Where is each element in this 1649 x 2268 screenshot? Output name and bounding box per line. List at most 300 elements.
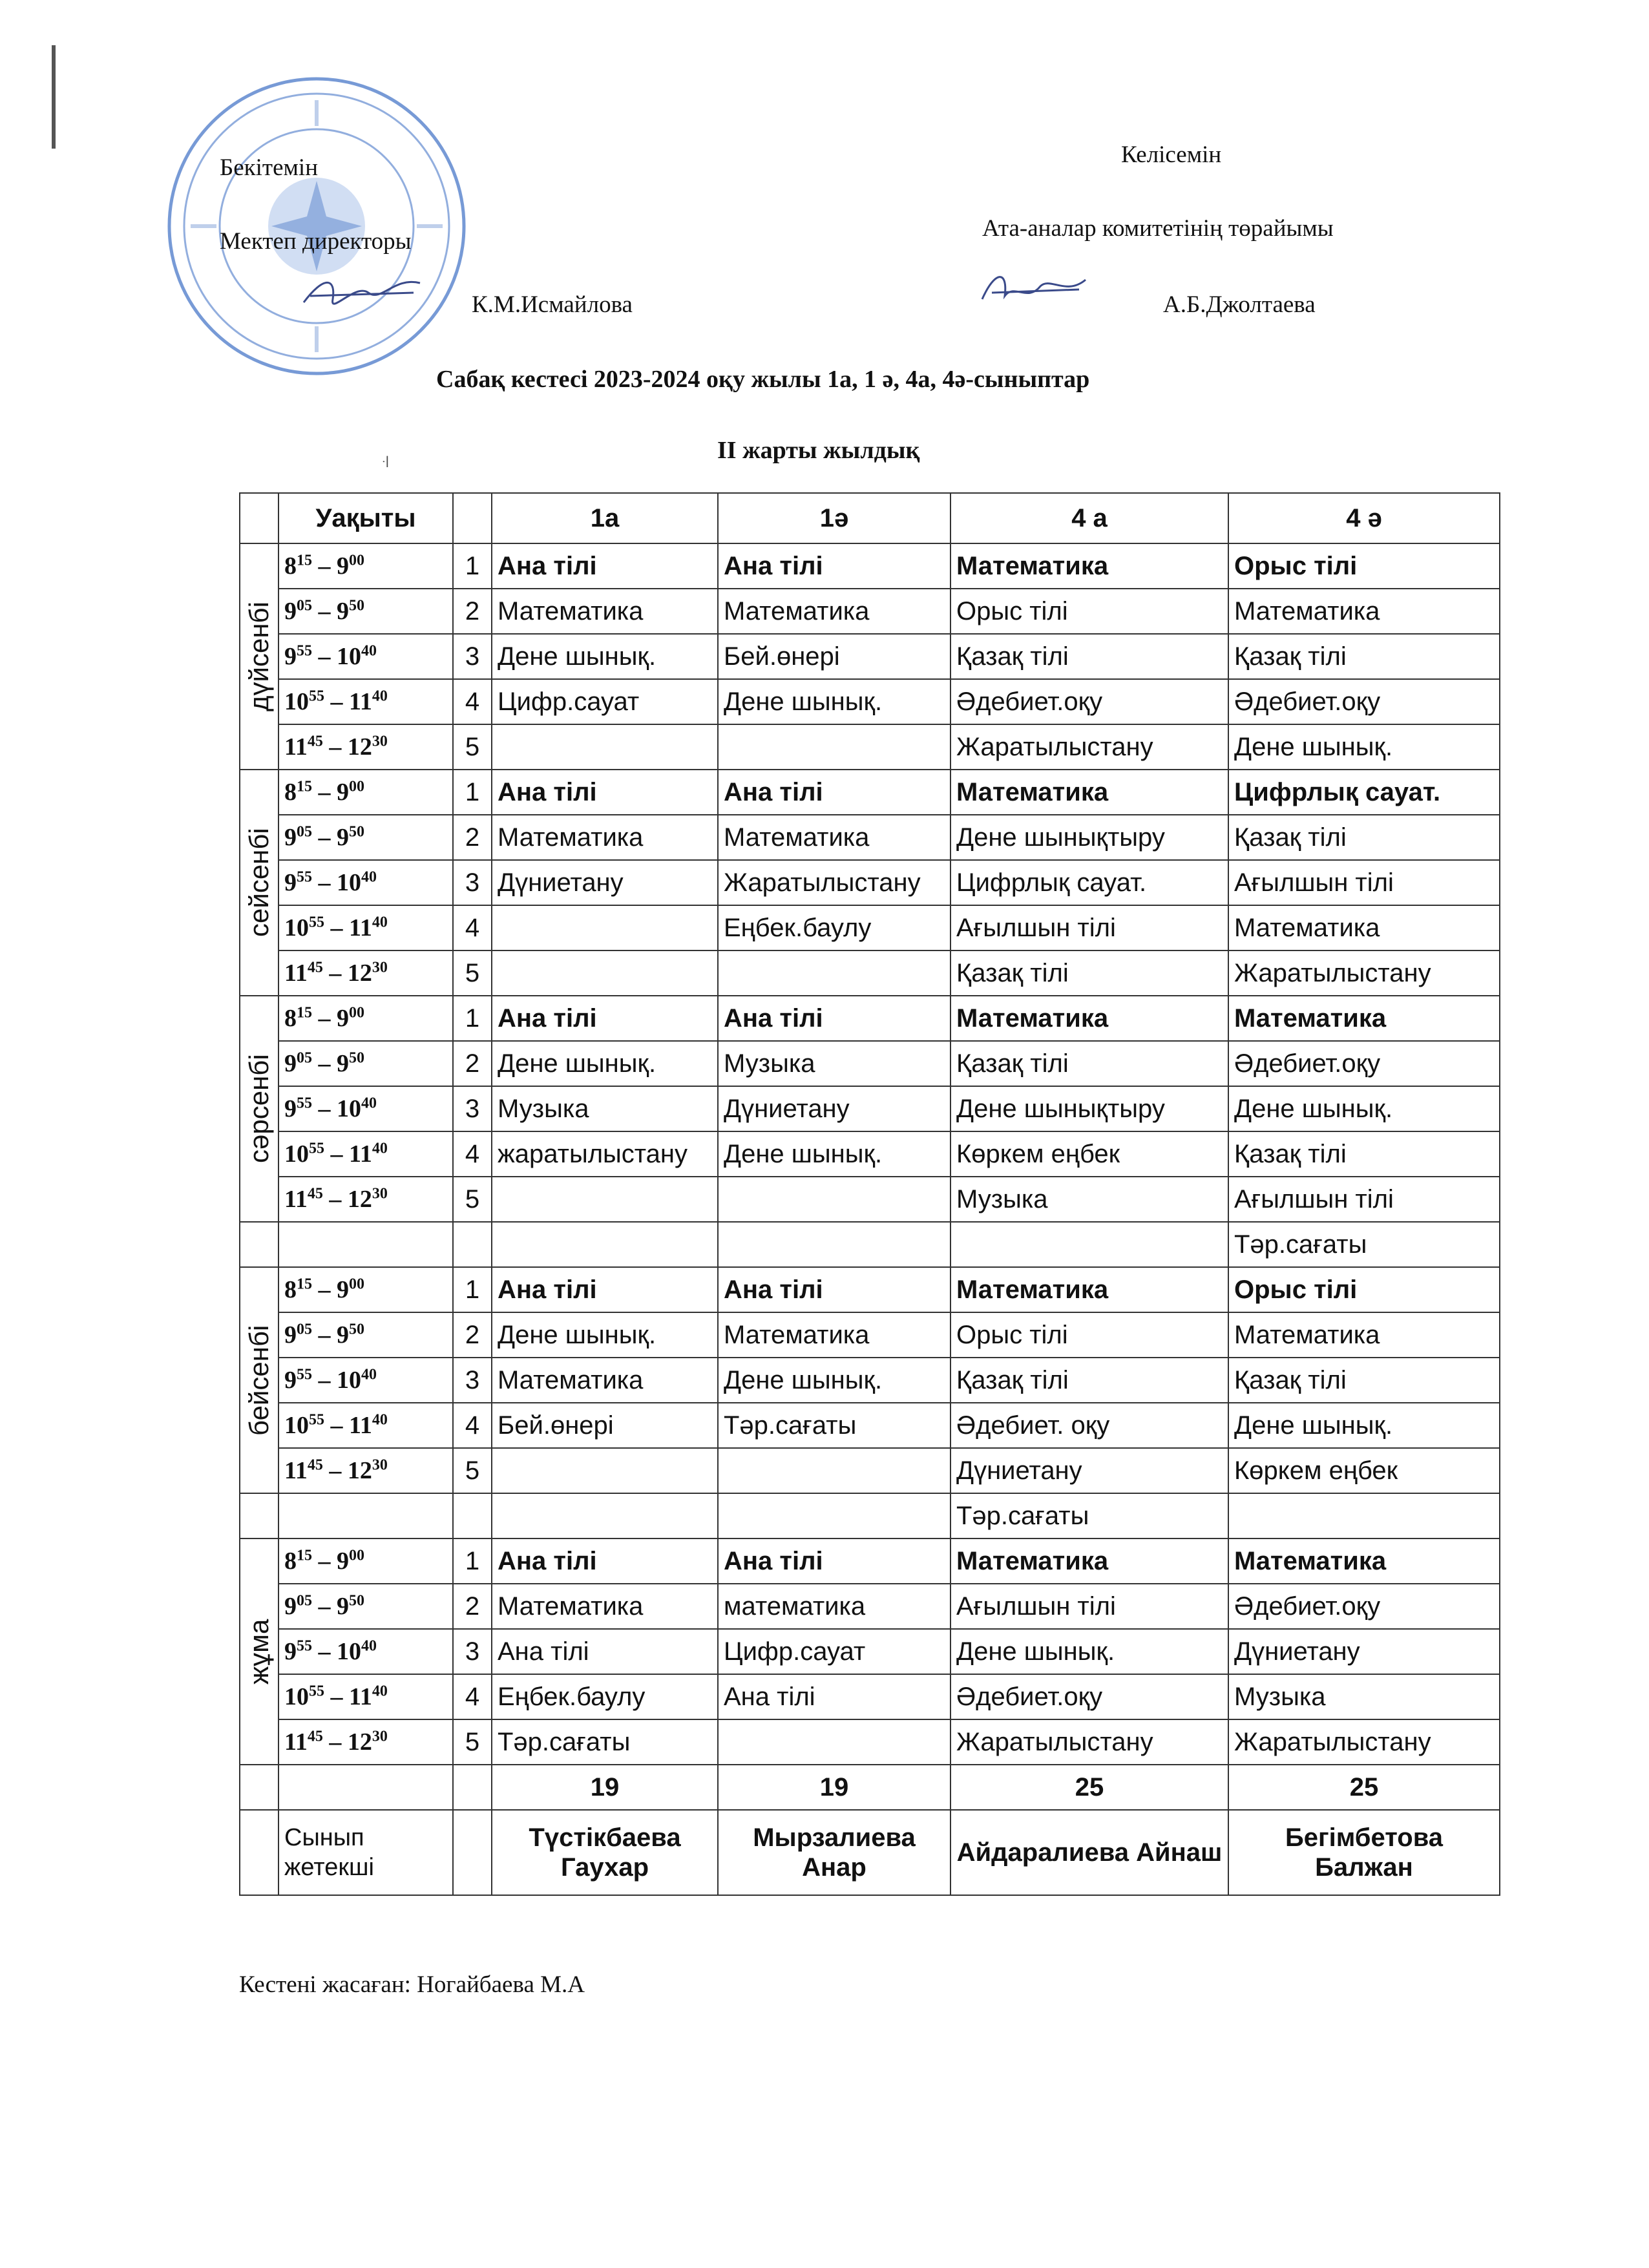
time-end-hour: 12	[347, 1186, 372, 1213]
lesson-number: 4	[453, 1674, 492, 1719]
subject-cell: Бей.өнері	[718, 634, 951, 679]
lesson-row	[240, 815, 1500, 860]
subject-cell: Дүниетану	[1228, 1629, 1500, 1674]
subject-cell: Көркем еңбек	[951, 1131, 1228, 1177]
subject-cell: Дүниетану	[951, 1448, 1228, 1493]
subject-cell: Тәр.сағаты	[951, 1493, 1228, 1538]
lesson-row	[240, 1403, 1500, 1448]
time-start-min: 15	[297, 552, 312, 569]
subject-cell: Дене шынық.	[718, 679, 951, 724]
lesson-row	[240, 1312, 1500, 1358]
time-cell: $9^{05} - 9^{50}$	[278, 815, 453, 860]
subject-cell: Қазақ тілі	[1228, 815, 1500, 860]
time-end-hour: 10	[337, 869, 361, 896]
subject-cell: Дене шынық.	[492, 1312, 718, 1358]
lesson-number: 2	[453, 1584, 492, 1629]
time-end-hour: 12	[347, 1728, 372, 1756]
subject-cell: Дене шынықтыру	[951, 815, 1228, 860]
header-cell: 1а	[492, 493, 718, 543]
time-end-min: 00	[349, 1547, 364, 1564]
lesson-number: 4	[453, 679, 492, 724]
subject-cell: Дене шынық.	[1228, 1086, 1500, 1131]
lesson-row	[240, 860, 1500, 905]
time-end-min: 40	[361, 642, 377, 660]
subject-cell: Математика	[492, 815, 718, 860]
time-end-min: 50	[349, 823, 364, 841]
subject-cell	[718, 1493, 951, 1538]
subject-cell: Математика	[492, 1358, 718, 1403]
lesson-number: 1	[453, 996, 492, 1041]
time-end-hour: 9	[337, 1005, 349, 1032]
subject-cell: Математика	[718, 815, 951, 860]
time-end-min: 40	[361, 1095, 377, 1112]
lesson-row	[240, 1177, 1500, 1222]
time-cell: $9^{55} - 10^{40}$	[278, 1629, 453, 1674]
subject-cell: Ағылшын тілі	[951, 1584, 1228, 1629]
lesson-row	[240, 1538, 1500, 1584]
time-start-hour: 11	[284, 960, 308, 987]
time-end-hour: 9	[337, 1321, 349, 1349]
time-start-min: 55	[297, 1637, 312, 1655]
subject-cell	[718, 950, 951, 996]
time-end-min: 50	[349, 597, 364, 614]
lesson-row	[240, 950, 1500, 996]
lesson-number: 1	[453, 770, 492, 815]
subject-cell: Музыка	[1228, 1674, 1500, 1719]
subject-cell: Дене шынық.	[718, 1131, 951, 1177]
time-start-hour: 8	[284, 1005, 297, 1032]
header-cell: 4 а	[951, 493, 1228, 543]
day-label: жұма	[240, 1538, 278, 1765]
lesson-number: 2	[453, 1041, 492, 1086]
time-start-hour: 9	[284, 1367, 297, 1394]
lesson-number: 2	[453, 815, 492, 860]
subject-cell: Ағылшын тілі	[1228, 860, 1500, 905]
time-start-hour: 9	[284, 1321, 297, 1349]
subject-cell	[492, 950, 718, 996]
empty-cell	[278, 1222, 453, 1267]
empty-cell	[453, 1765, 492, 1810]
extra-row	[240, 1493, 1500, 1538]
subject-cell: Ана тілі	[718, 996, 951, 1041]
empty-cell	[240, 1765, 278, 1810]
subject-cell: Еңбек.баулу	[718, 905, 951, 950]
subject-cell: Бей.өнері	[492, 1403, 718, 1448]
subject-cell: Еңбек.баулу	[492, 1674, 718, 1719]
time-end-min: 40	[361, 868, 377, 886]
lesson-row	[240, 1041, 1500, 1086]
committee-name: А.Б.Джолтаева	[1163, 291, 1316, 318]
subject-cell: Математика	[492, 589, 718, 634]
subject-cell	[492, 1222, 718, 1267]
time-start-min: 05	[297, 1321, 312, 1338]
empty-cell	[240, 1222, 278, 1267]
time-cell: $8^{15} - 9^{00}$	[278, 1538, 453, 1584]
subject-cell: Математика	[951, 996, 1228, 1041]
lesson-row	[240, 770, 1500, 815]
lesson-number: 5	[453, 950, 492, 996]
subject-cell: Дене шынық.	[492, 1041, 718, 1086]
time-start-min: 55	[309, 1411, 324, 1429]
subject-cell: Ана тілі	[718, 1267, 951, 1312]
lesson-row	[240, 1131, 1500, 1177]
lesson-row	[240, 1719, 1500, 1765]
subject-cell: Математика	[1228, 1538, 1500, 1584]
subject-cell: Математика	[718, 1312, 951, 1358]
time-cell: $11^{45} - 12^{30}$	[278, 724, 453, 770]
subject-cell: Математика	[492, 1584, 718, 1629]
subject-cell	[718, 1448, 951, 1493]
lesson-number: 5	[453, 724, 492, 770]
lesson-row	[240, 543, 1500, 589]
time-end-hour: 11	[349, 688, 372, 715]
subject-cell: Ана тілі	[492, 1538, 718, 1584]
teacher-name: Айдаралиева Айнаш	[951, 1810, 1228, 1895]
lesson-number: 4	[453, 905, 492, 950]
total-cell: 25	[1228, 1765, 1500, 1810]
lesson-number: 3	[453, 860, 492, 905]
time-start-hour: 8	[284, 1548, 297, 1575]
time-end-hour: 10	[337, 1095, 361, 1122]
subject-cell: Ана тілі	[718, 1674, 951, 1719]
subject-cell: Музыка	[951, 1177, 1228, 1222]
time-end-hour: 12	[347, 733, 372, 761]
teachers-row	[240, 1810, 1500, 1895]
page-subtitle: II жарты жылдық	[717, 437, 920, 464]
time-start-hour: 11	[284, 733, 308, 761]
day-label: сейсенбі	[240, 770, 278, 996]
time-cell: $11^{45} - 12^{30}$	[278, 1719, 453, 1765]
time-start-hour: 9	[284, 1050, 297, 1077]
empty-cell	[453, 1810, 492, 1895]
subject-cell: Музыка	[492, 1086, 718, 1131]
lesson-row	[240, 1674, 1500, 1719]
subject-cell	[492, 1177, 718, 1222]
time-end-hour: 11	[349, 914, 372, 941]
page-title: Сабақ кестесі 2023-2024 оқу жылы 1а, 1 ә, 4а, 4ә-сыныптар	[436, 366, 1090, 393]
subject-cell: Тәр.сағаты	[492, 1719, 718, 1765]
committee-signature	[976, 264, 1092, 315]
time-end-hour: 9	[337, 1548, 349, 1575]
time-start-hour: 8	[284, 552, 297, 580]
subject-cell: Ана тілі	[718, 770, 951, 815]
subject-cell: Математика	[951, 543, 1228, 589]
subject-cell	[492, 905, 718, 950]
director-label: Мектеп директоры	[220, 228, 412, 255]
subject-cell: Ана тілі	[718, 1538, 951, 1584]
time-start-min: 55	[297, 868, 312, 886]
subject-cell: Дүниетану	[718, 1086, 951, 1131]
subject-cell: математика	[718, 1584, 951, 1629]
empty-cell	[240, 1810, 278, 1895]
time-end-min: 30	[372, 1456, 388, 1474]
subject-cell: Ана тілі	[718, 543, 951, 589]
subject-cell: Ағылшын тілі	[1228, 1177, 1500, 1222]
lesson-row	[240, 905, 1500, 950]
time-cell: $11^{45} - 12^{30}$	[278, 950, 453, 996]
empty-cell	[453, 1222, 492, 1267]
time-start-hour: 9	[284, 1095, 297, 1122]
time-end-hour: 9	[337, 1593, 349, 1620]
director-signature	[297, 264, 426, 322]
time-cell: $8^{15} - 9^{00}$	[278, 770, 453, 815]
time-start-min: 15	[297, 778, 312, 795]
subject-cell: Қазақ тілі	[951, 950, 1228, 996]
subject-cell: Математика	[1228, 996, 1500, 1041]
subject-cell: Дене шынық.	[1228, 1403, 1500, 1448]
time-end-min: 40	[372, 1140, 388, 1157]
subject-cell: жаратылыстану	[492, 1131, 718, 1177]
time-start-min: 55	[297, 642, 312, 660]
subject-cell: Қазақ тілі	[1228, 634, 1500, 679]
lesson-row	[240, 1448, 1500, 1493]
lesson-number: 1	[453, 543, 492, 589]
subject-cell: Математика	[951, 1538, 1228, 1584]
time-cell: $9^{55} - 10^{40}$	[278, 1086, 453, 1131]
header-row	[240, 493, 1500, 543]
lesson-number: 4	[453, 1403, 492, 1448]
time-end-hour: 12	[347, 960, 372, 987]
schedule-table	[239, 492, 1500, 1896]
lesson-number: 2	[453, 1312, 492, 1358]
subject-cell: Цифр.сауат	[718, 1629, 951, 1674]
time-cell: $10^{55} - 11^{40}$	[278, 1403, 453, 1448]
time-end-min: 40	[361, 1637, 377, 1655]
subject-cell: Тәр.сағаты	[1228, 1222, 1500, 1267]
subject-cell: Математика	[1228, 1312, 1500, 1358]
subject-cell: Әдебиет.оқу	[1228, 1584, 1500, 1629]
time-end-min: 50	[349, 1592, 364, 1610]
subject-cell: Дүниетану	[492, 860, 718, 905]
time-end-hour: 11	[349, 1412, 372, 1439]
stray-mark: ꜊	[381, 452, 390, 471]
time-end-hour: 9	[337, 552, 349, 580]
school-stamp	[165, 74, 468, 378]
time-end-min: 30	[372, 1728, 388, 1745]
time-cell: $8^{15} - 9^{00}$	[278, 996, 453, 1041]
lesson-row	[240, 1358, 1500, 1403]
time-start-hour: 11	[284, 1728, 308, 1756]
time-end-min: 40	[372, 914, 388, 931]
empty-cell	[278, 1765, 453, 1810]
subject-cell	[718, 1177, 951, 1222]
committee-label: Ата-аналар комитетінің төрайымы	[982, 215, 1334, 242]
time-start-hour: 9	[284, 643, 297, 670]
time-cell: $9^{05} - 9^{50}$	[278, 1312, 453, 1358]
time-cell: $10^{55} - 11^{40}$	[278, 679, 453, 724]
time-start-hour: 9	[284, 824, 297, 851]
subject-cell: Математика	[951, 1267, 1228, 1312]
time-start-min: 55	[297, 1095, 312, 1112]
lesson-row	[240, 1584, 1500, 1629]
time-end-min: 00	[349, 1276, 364, 1293]
time-start-min: 15	[297, 1276, 312, 1293]
time-cell: $9^{05} - 9^{50}$	[278, 1584, 453, 1629]
subject-cell: Дене шынық.	[718, 1358, 951, 1403]
subject-cell: Цифрлық сауат.	[1228, 770, 1500, 815]
time-cell: $11^{45} - 12^{30}$	[278, 1177, 453, 1222]
day-label: дүйсенбі	[240, 543, 278, 770]
subject-cell: Дене шынық.	[1228, 724, 1500, 770]
time-end-hour: 10	[337, 643, 361, 670]
time-start-hour: 8	[284, 779, 297, 806]
time-end-hour: 10	[337, 1367, 361, 1394]
time-start-min: 05	[297, 597, 312, 614]
subject-cell	[951, 1222, 1228, 1267]
time-end-min: 40	[361, 1366, 377, 1383]
time-end-hour: 9	[337, 1276, 349, 1303]
subject-cell: Орыс тілі	[1228, 1267, 1500, 1312]
lesson-number: 3	[453, 1086, 492, 1131]
subject-cell: Әдебиет.оқу	[951, 679, 1228, 724]
subject-cell: Ағылшын тілі	[951, 905, 1228, 950]
time-end-min: 40	[372, 1683, 388, 1700]
subject-cell	[1228, 1493, 1500, 1538]
empty-cell	[240, 1493, 278, 1538]
time-cell: $10^{55} - 11^{40}$	[278, 1131, 453, 1177]
time-end-min: 00	[349, 1004, 364, 1022]
time-start-hour: 10	[284, 914, 309, 941]
subject-cell: Ана тілі	[492, 543, 718, 589]
time-start-min: 55	[297, 1366, 312, 1383]
time-end-min: 50	[349, 1049, 364, 1067]
lesson-number: 3	[453, 1358, 492, 1403]
time-cell: $9^{55} - 10^{40}$	[278, 860, 453, 905]
time-end-hour: 9	[337, 598, 349, 625]
lesson-number: 1	[453, 1538, 492, 1584]
teacher-name: Мырзалиева Анар	[718, 1810, 951, 1895]
lesson-row	[240, 1267, 1500, 1312]
time-end-min: 50	[349, 1321, 364, 1338]
total-cell: 19	[492, 1765, 718, 1810]
subject-cell: Қазақ тілі	[1228, 1358, 1500, 1403]
subject-cell: Орыс тілі	[951, 589, 1228, 634]
time-start-min: 45	[307, 959, 323, 976]
time-start-hour: 9	[284, 1593, 297, 1620]
time-cell: $10^{55} - 11^{40}$	[278, 1674, 453, 1719]
time-start-hour: 8	[284, 1276, 297, 1303]
day-label: бейсенбі	[240, 1267, 278, 1493]
teacher-name: Түстікбаева Гаухар	[492, 1810, 718, 1895]
subject-cell: Қазақ тілі	[1228, 1131, 1500, 1177]
time-start-min: 15	[297, 1004, 312, 1022]
lesson-number: 3	[453, 1629, 492, 1674]
subject-cell	[718, 1719, 951, 1765]
subject-cell: Әдебиет. оқу	[951, 1403, 1228, 1448]
subject-cell: Математика	[951, 770, 1228, 815]
extra-row	[240, 1222, 1500, 1267]
time-start-hour: 9	[284, 598, 297, 625]
subject-cell: Орыс тілі	[951, 1312, 1228, 1358]
subject-cell: Жаратылыстану	[718, 860, 951, 905]
time-cell: $8^{15} - 9^{00}$	[278, 1267, 453, 1312]
subject-cell: Жаратылыстану	[1228, 1719, 1500, 1765]
time-start-hour: 11	[284, 1457, 308, 1484]
header-cell	[453, 493, 492, 543]
time-start-min: 55	[309, 1140, 324, 1157]
lesson-number: 3	[453, 634, 492, 679]
time-start-min: 55	[309, 688, 324, 705]
totals-row	[240, 1765, 1500, 1810]
time-start-min: 05	[297, 1592, 312, 1610]
lesson-number: 5	[453, 1448, 492, 1493]
lesson-number: 4	[453, 1131, 492, 1177]
time-end-hour: 11	[349, 1683, 372, 1710]
time-start-min: 45	[307, 1456, 323, 1474]
director-name: К.М.Исмайлова	[472, 291, 633, 318]
subject-cell: Ана тілі	[492, 996, 718, 1041]
time-end-min: 40	[372, 1411, 388, 1429]
time-end-min: 00	[349, 552, 364, 569]
time-cell: $9^{55} - 10^{40}$	[278, 634, 453, 679]
lesson-number: 1	[453, 1267, 492, 1312]
time-start-min: 45	[307, 733, 323, 750]
lesson-row	[240, 996, 1500, 1041]
time-start-min: 55	[309, 1683, 324, 1700]
subject-cell: Көркем еңбек	[1228, 1448, 1500, 1493]
total-cell: 19	[718, 1765, 951, 1810]
subject-cell: Цифрлық сауат.	[951, 860, 1228, 905]
time-start-min: 15	[297, 1547, 312, 1564]
subject-cell: Орыс тілі	[1228, 543, 1500, 589]
time-start-hour: 10	[284, 1140, 309, 1168]
subject-cell: Математика	[718, 589, 951, 634]
subject-cell: Ана тілі	[492, 1629, 718, 1674]
lesson-row	[240, 679, 1500, 724]
subject-cell: Цифр.сауат	[492, 679, 718, 724]
subject-cell: Әдебиет.оқу	[951, 1674, 1228, 1719]
time-end-hour: 9	[337, 824, 349, 851]
subject-cell: Дене шынықтыру	[951, 1086, 1228, 1131]
time-start-hour: 9	[284, 1638, 297, 1665]
subject-cell: Қазақ тілі	[951, 1358, 1228, 1403]
time-start-hour: 9	[284, 869, 297, 896]
subject-cell: Дене шынық.	[951, 1629, 1228, 1674]
subject-cell	[718, 1222, 951, 1267]
time-end-hour: 10	[337, 1638, 361, 1665]
subject-cell: Дене шынық.	[492, 634, 718, 679]
time-start-hour: 10	[284, 1683, 309, 1710]
subject-cell: Ана тілі	[492, 770, 718, 815]
header-corner	[240, 493, 278, 543]
subject-cell: Әдебиет.оқу	[1228, 1041, 1500, 1086]
time-cell: $11^{45} - 12^{30}$	[278, 1448, 453, 1493]
lesson-row	[240, 634, 1500, 679]
time-start-hour: 11	[284, 1186, 308, 1213]
header-cell: Уақыты	[278, 493, 453, 543]
header-cell: 1ә	[718, 493, 951, 543]
lesson-row	[240, 1629, 1500, 1674]
subject-cell: Жаратылыстану	[1228, 950, 1500, 996]
subject-cell	[492, 724, 718, 770]
time-end-hour: 11	[349, 1140, 372, 1168]
time-cell: $9^{05} - 9^{50}$	[278, 589, 453, 634]
time-end-min: 30	[372, 733, 388, 750]
time-start-min: 55	[309, 914, 324, 931]
lesson-number: 2	[453, 589, 492, 634]
time-cell: $10^{55} - 11^{40}$	[278, 905, 453, 950]
lesson-row	[240, 724, 1500, 770]
subject-cell	[492, 1448, 718, 1493]
time-end-min: 30	[372, 1185, 388, 1202]
lesson-row	[240, 589, 1500, 634]
time-cell: $8^{15} - 9^{00}$	[278, 543, 453, 589]
subject-cell	[718, 724, 951, 770]
time-start-hour: 10	[284, 1412, 309, 1439]
lesson-number: 5	[453, 1719, 492, 1765]
total-cell: 25	[951, 1765, 1228, 1810]
header-cell: 4 ә	[1228, 493, 1500, 543]
